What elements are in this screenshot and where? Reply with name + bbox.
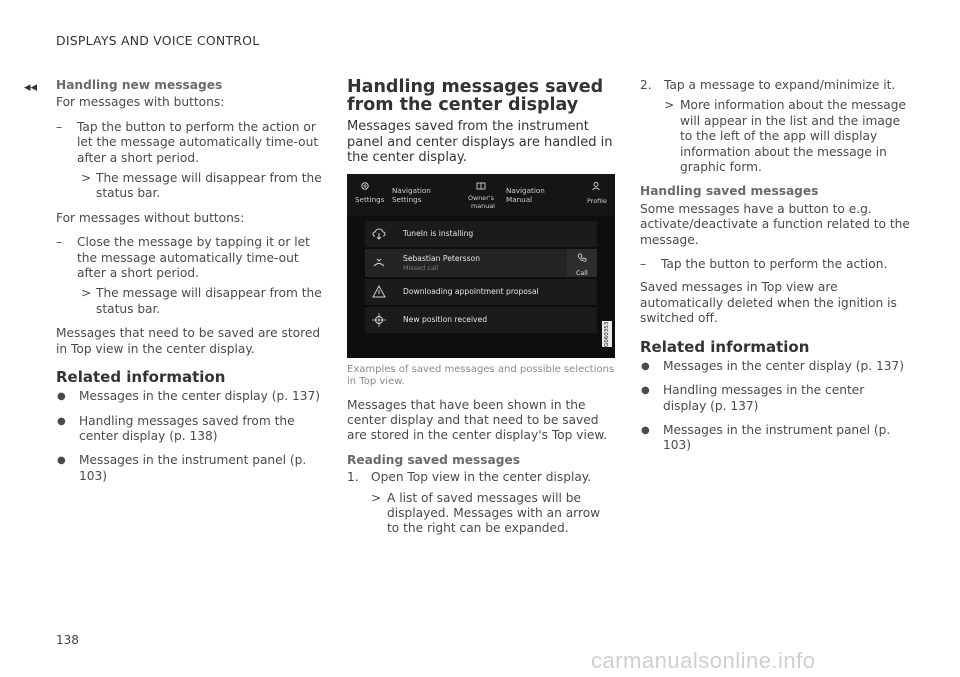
dash-marker: – [640,257,647,272]
image-code: G060353 [604,320,610,347]
message-title: New position received [403,314,488,324]
with-buttons-intro: For messages with buttons: [56,95,225,110]
step-text: Close the message by tapping it or let the message automatically time-out after a short period. [77,235,310,281]
message-row[interactable] [365,249,597,277]
step-text: Tap the button to perform the action or let the message automatically time-out after a short period. [77,119,319,165]
bullet-marker: ● [57,455,66,467]
heading-handling-saved: Handling saved messages [640,184,819,199]
call-button[interactable] [567,249,597,277]
nav-settings-label-1: Navigation [392,185,431,195]
bullet-marker: ● [641,360,650,372]
auto-delete-note: Saved messages in Top view are automatically deleted when the ignition is switched off. [640,280,897,326]
bullet-marker: ● [57,415,66,427]
related-link[interactable] [56,453,322,484]
owners-label-1: Owner's [468,193,494,202]
step-without-buttons [56,235,322,281]
handling-intro: Some messages have a button to e.g. activate/deactivate a function related to the message. [640,201,910,247]
heading-reading: Reading saved messages [347,452,521,467]
step-number: 2. [640,78,652,92]
nav-manual-label-2: Manual [506,194,533,204]
message-title: TuneIn is installing [403,228,474,238]
related-link[interactable] [56,389,322,404]
related-heading: Related information [640,337,810,356]
related-heading: Related information [56,368,226,387]
step-with-buttons [56,120,322,166]
bullet-marker: ● [641,424,650,436]
settings-icon [360,181,370,191]
download-cloud-icon [372,227,386,241]
bullet-marker: ● [641,385,650,397]
dash-marker: – [56,235,63,250]
related-link-text[interactable]: Handling messages saved from the center display (p. 138) [79,413,295,443]
result-text: The message will disappear from the status bar. [96,171,322,201]
saved-note: Messages that need to be saved are stored in Top view in the center display. [56,326,321,356]
dash-marker: – [56,119,63,134]
message-title: Downloading appointment proposal [403,286,539,296]
shown-note: Messages that have been shown in the center display and that need to be saved are stored in the center display's Top view. [347,397,608,443]
nav-manual-label-1: Navigation [506,185,545,195]
column-left [56,78,322,493]
result-text: The message will disappear from the status bar. [96,286,322,316]
page-title: Handling messages saved from the center display [347,77,604,115]
message-subtitle: Missed call [403,263,439,272]
step-1 [347,470,615,485]
message-title: Sebastian Petersson [403,253,481,263]
related-link[interactable] [640,383,910,414]
step-1-result [347,491,615,537]
missed-call-icon [372,256,386,270]
related-link[interactable] [640,359,910,374]
lead-text: Messages saved from the instrument panel and center displays are handled in the center display. [347,119,613,165]
bullet-marker: ● [57,391,66,403]
step-2-result [640,98,910,175]
page-number: 138 [56,633,79,647]
message-row[interactable] [365,221,597,247]
owners-label-2: manual [471,201,495,210]
center-display-figure [347,174,615,358]
column-middle [347,78,615,546]
profile-icon [591,181,601,191]
related-link[interactable] [640,423,910,454]
figure-caption: Examples of saved messages and possible selections in Top view. [347,363,615,387]
section-header: DISPLAYS AND VOICE CONTROL [56,33,260,48]
related-link-text[interactable]: Messages in the center display (p. 137) [79,389,320,404]
related-link-text[interactable]: Messages in the center display (p. 137) [663,358,904,373]
position-target-icon [372,313,386,327]
step-text: Tap the button to perform the action. [661,257,888,272]
without-buttons-intro: For messages without buttons: [56,210,245,225]
top-bar [347,174,615,216]
result-with-buttons [56,171,322,202]
calendar-warning-icon [372,285,386,299]
message-row[interactable] [365,307,597,333]
message-row[interactable] [365,279,597,305]
continued-marker: ◂◂ [24,80,38,95]
settings-label: Settings [355,194,385,204]
phone-icon [577,253,587,263]
watermark-logo: carmanualsonline.info [591,648,816,673]
heading-handling-new: Handling new messages [56,78,223,92]
related-link[interactable] [56,414,322,445]
result-marker: > [371,490,382,505]
related-link-text[interactable]: Messages in the instrument panel (p. 103) [79,453,307,483]
profile-label: Profile [587,196,607,205]
column-right [640,78,910,463]
nav-settings-label-2: Settings [392,194,422,204]
step-text: Open Top view in the center display. [371,470,592,485]
result-text: A list of saved messages will be displayed. Messages with an arrow to the right can be expanded. [387,490,601,536]
result-marker: > [664,98,675,113]
result-text: More information about the message will appear in the list and the image to the left of the app will display information about the message in graphic form. [680,98,906,175]
book-icon [476,181,486,191]
related-link-text[interactable]: Handling messages in the center display (p. 137) [663,383,865,413]
result-marker: > [81,171,92,186]
result-without-buttons [56,286,322,317]
related-link-text[interactable]: Messages in the instrument panel (p. 103) [663,422,891,453]
call-label: Call [576,269,588,277]
result-marker: > [81,286,92,301]
step-number: 1. [347,470,359,485]
step-text: Tap a message to expand/minimize it. [664,78,896,92]
step-handling [640,257,910,272]
step-2 [640,78,910,93]
